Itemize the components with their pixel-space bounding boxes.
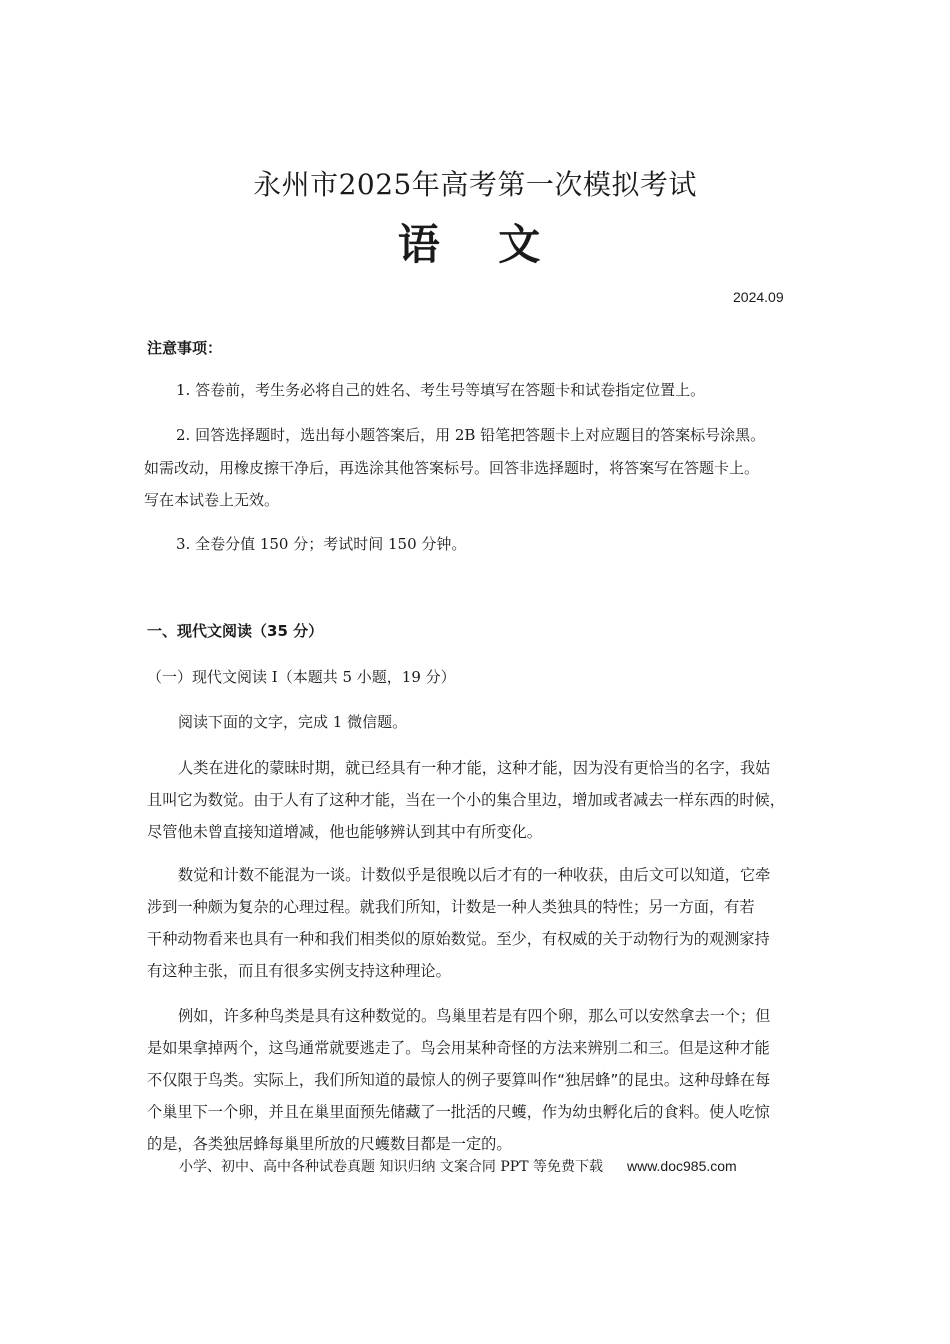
notice-item-1: 1. 答卷前，考生务必将自己的姓名、考生号等填写在答题卡和试卷指定位置上。 (176, 381, 706, 399)
passage-line: 人类在进化的蒙昧时期，就已经具有一种才能，这种才能，因为没有更恰当的名字，我姑 (178, 759, 771, 777)
passage-line: 个巢里下一个卵，并且在巢里面预先储藏了一批活的尺蠖，作为幼虫孵化后的食料。使人吃惊 (147, 1103, 770, 1121)
passage-line: 涉到一种颇为复杂的心理过程。就我们所知，计数是一种人类独具的特性；另一方面，有若 (147, 898, 755, 916)
footer-text: 小学、初中、高中各种试卷真题 知识归纳 文案合同 PPT 等免费下载 (179, 1159, 603, 1175)
notice-item-2-line-2: 如需改动，用橡皮擦干净后，再选涂其他答案标号。回答非选择题时，将答案写在答题卡上。 (144, 459, 760, 477)
notice-item-2-line-1: 2. 回答选择题时，选出每小题答案后，用 2B 铅笔把答题卡上对应题目的答案标号涂黑。 (176, 426, 766, 444)
exam-date: 2024.09 (733, 289, 784, 305)
passage-line: 不仅限于鸟类。实际上，我们所知道的最惊人的例子要算叫作“独居蜂”的昆虫。这种母蜂在每 (147, 1071, 771, 1089)
passage-line: 的是，各类独居蜂每巢里所放的尺蠖数目都是一定的。 (147, 1135, 512, 1153)
passage-line: 尽管他未曾直接知道增减，他也能够辨认到其中有所变化。 (147, 823, 542, 841)
footer (179, 1156, 737, 1176)
passage-line: 且叫它为数觉。由于人有了这种才能，当在一个小的集合里边，增加或者减去一样东西的时候， (147, 791, 785, 809)
passage-line: 例如，许多种鸟类是具有这种数觉的。鸟巢里若是有四个卵，那么可以安然拿去一个；但 (178, 1007, 771, 1025)
notice-heading: 注意事项： (147, 339, 223, 357)
subsection-heading: （一）现代文阅读 I（本题共 5 小题，19 分） (147, 668, 456, 686)
subject-title: 语 文 (397, 220, 563, 269)
passage-line: 数觉和计数不能混为一谈。计数似乎是很晚以后才有的一种收获，由后文可以知道，它牵 (178, 866, 771, 884)
exam-title: 永州市2025年高考第一次模拟考试 (253, 168, 697, 201)
notice-item-2-line-3: 写在本试卷上无效。 (144, 491, 280, 509)
notice-item-3: 3. 全卷分值 150 分；考试时间 150 分钟。 (176, 535, 467, 553)
section-heading: 一、现代文阅读（35 分） (147, 622, 324, 640)
passage-line: 干种动物看来也具有一种和我们相类似的原始数觉。至少，有权威的关于动物行为的观测家持 (147, 930, 770, 948)
reading-instruction: 阅读下面的文字，完成 1 微信题。 (178, 713, 408, 731)
passage-line: 是如果拿掉两个，这鸟通常就要逃走了。鸟会用某种奇怪的方法来辨别二和三。但是这种才能 (147, 1039, 770, 1057)
passage-line: 有这种主张，而且有很多实例支持这种理论。 (147, 962, 451, 980)
footer-url[interactable]: www.doc985.com (626, 1158, 737, 1174)
